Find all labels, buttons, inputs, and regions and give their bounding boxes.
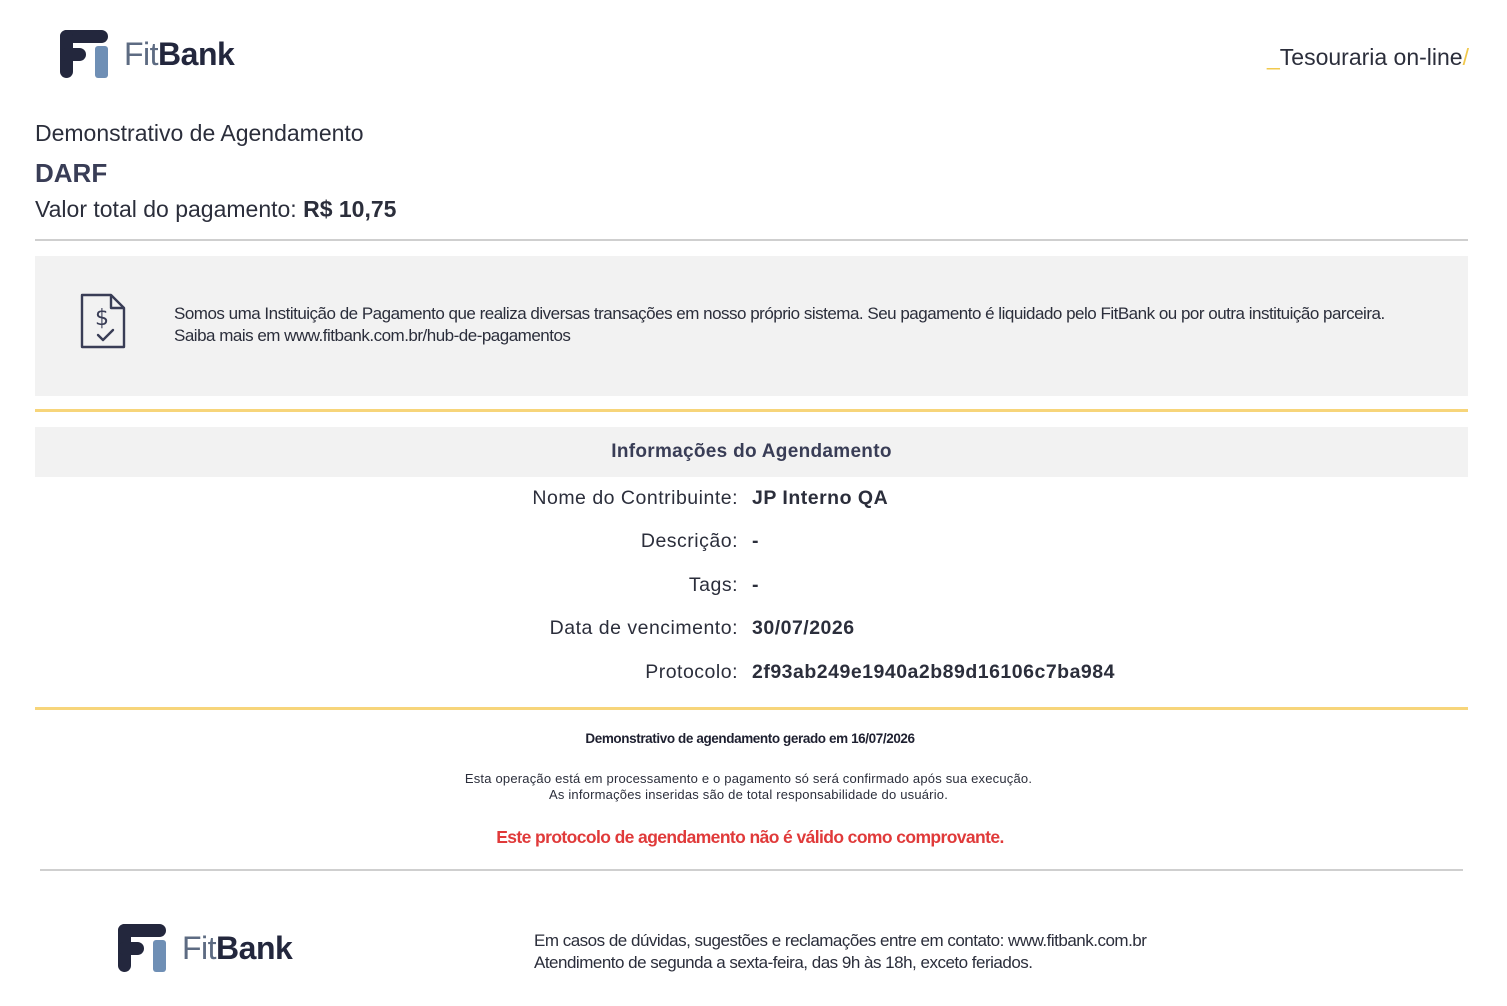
brand-bank: Bank [158,36,235,72]
brand-fit: Fit [124,36,159,72]
info-line-1: Somos uma Instituição de Pagamento que realiza diversas transações em nosso próprio sistema. Seu pagamento é liquidado pelo FitBank ou por outra instituição parceira. [174,304,1385,323]
footer-fitbank-logo [116,922,292,974]
field-value-contributor: JP Interno QA [752,487,889,509]
document-title: Demonstrativo de Agendamento [35,120,364,146]
field-value-description: - [752,530,759,552]
generated-note: Demonstrativo de agendamento gerado em 16/07/2026 [585,731,915,746]
brand-bank: Bank [216,930,293,966]
total-label: Valor total do pagamento: [35,196,297,222]
field-label-protocol: Protocolo: [645,661,738,683]
validity-warning: Este protocolo de agendamento não é válido como comprovante. [496,827,1004,847]
document-type: DARF [35,158,108,188]
operation-note-line-2: As informações inseridas são de total responsabilidade do usuário. [548,787,949,802]
tagline [1267,44,1469,71]
contact-info [534,930,1146,974]
divider [40,869,1463,871]
contact-line-2: Atendimento de segunda a sexta-feira, das 9h às 18h, exceto feriados. [534,953,1033,972]
brand-fit: Fit [182,930,217,966]
info-line-2: Saiba mais em www.fitbank.com.br/hub-de-pagamentos [174,326,571,345]
tagline-prefix: _ [1266,44,1280,70]
operation-note [0,771,1497,803]
svg-text:$: $ [95,306,109,331]
field-value-due-date: 30/07/2026 [752,617,855,639]
tagline-suffix: / [1462,44,1469,70]
section-header: Informações do Agendamento [35,427,1468,477]
tagline-text: Tesouraria on-line [1279,44,1463,70]
contact-line-1: Em casos de dúvidas, sugestões e reclamações entre em contato: www.fitbank.com.br [534,931,1147,950]
accent-divider [35,707,1468,710]
payment-document-icon [78,292,128,350]
field-label-description: Descrição: [640,530,738,552]
total-value: R$ 10,75 [303,196,397,222]
fitbank-wordmark [182,932,292,964]
field-label-tags: Tags: [688,574,738,596]
field-value-tags: - [752,574,759,596]
fitbank-logo-icon [116,922,168,974]
total-payment [35,196,396,223]
field-label-due-date: Data de vencimento: [549,617,738,639]
field-label-contributor: Nome do Contribuinte: [532,487,738,509]
divider [35,239,1468,241]
field-value-protocol: 2f93ab249e1940a2b89d16106c7ba984 [752,661,1115,683]
info-text [174,303,1444,347]
operation-note-line-1: Esta operação está em processamento e o pagamento só será confirmado após sua execução. [464,771,1033,786]
fitbank-logo [58,28,234,80]
fitbank-logo-icon [58,28,110,80]
fitbank-wordmark [124,38,234,70]
accent-divider [35,409,1468,412]
